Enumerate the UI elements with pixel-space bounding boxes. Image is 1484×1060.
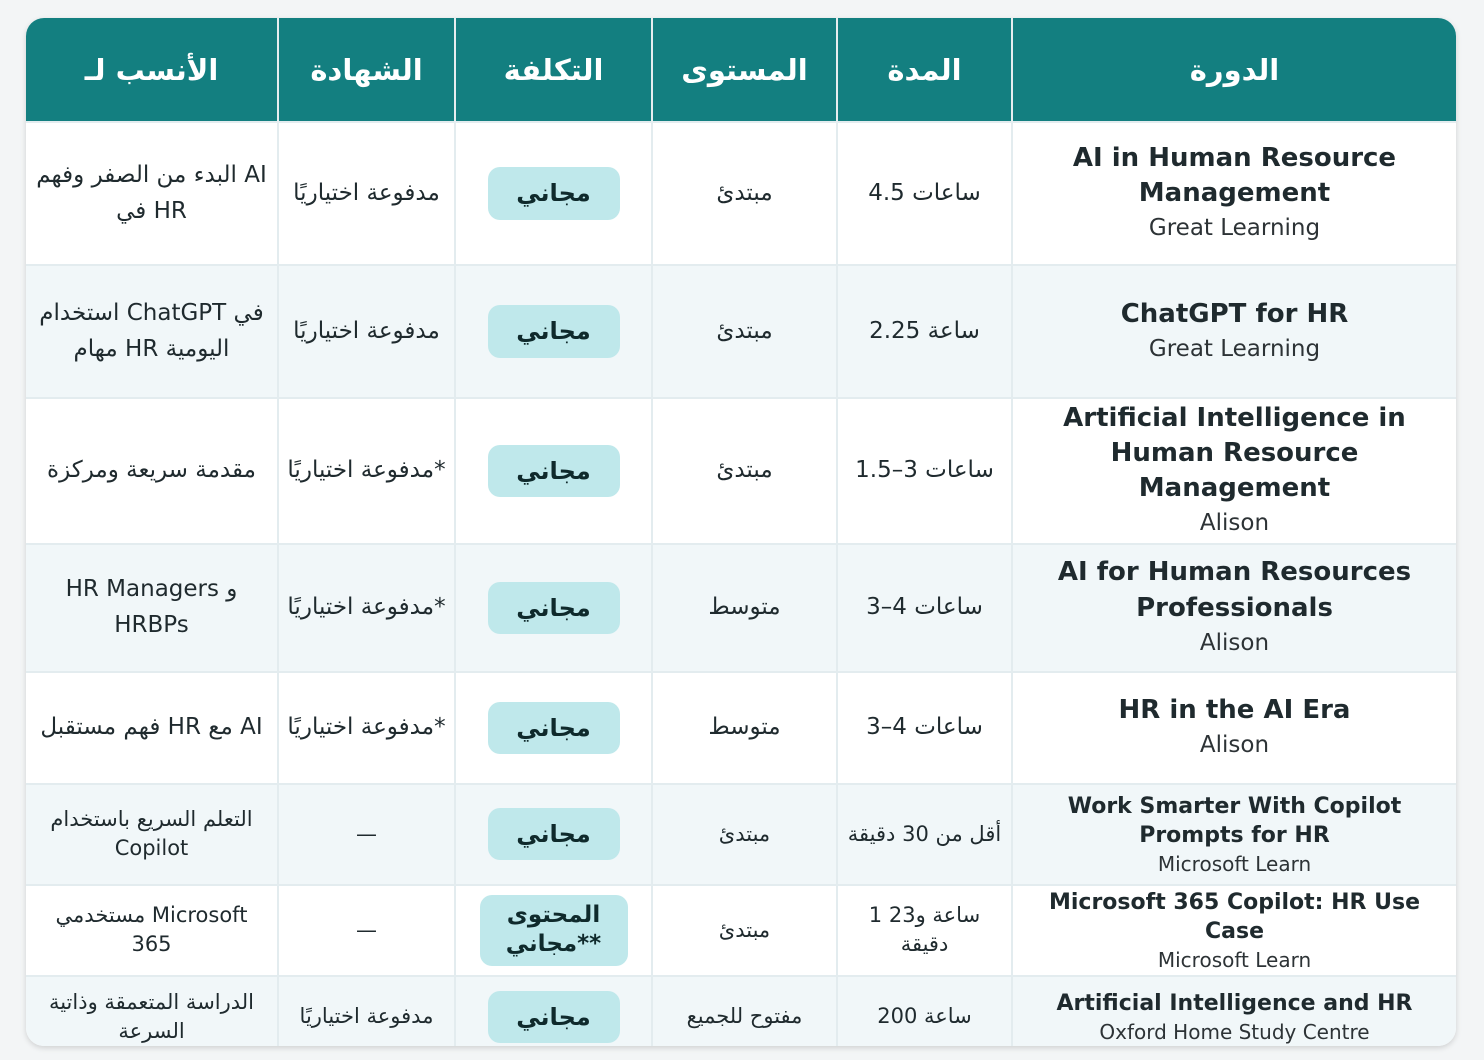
- cell-certificate: —: [278, 784, 455, 885]
- cost-badge: مجاني: [488, 167, 620, 219]
- cell-suitable: الدراسة المتعمقة وذاتية السرعة: [26, 976, 278, 1046]
- cell-certificate: مدفوعة اختياريًا: [278, 976, 455, 1046]
- cell-course: [1012, 265, 1456, 398]
- table-row: [26, 398, 1456, 544]
- cell-duration: 2.25 ساعة: [837, 265, 1012, 398]
- cost-badge: مجاني: [488, 991, 620, 1043]
- cell-course: [1012, 784, 1456, 885]
- cell-course: [1012, 122, 1456, 265]
- cell-certificate: —: [278, 885, 455, 976]
- table-header-row: [26, 18, 1456, 122]
- table-row: [26, 784, 1456, 885]
- course-title: ChatGPT for HR: [1120, 298, 1349, 329]
- cell-suitable: فهم مستقبل HR مع AI: [26, 672, 278, 784]
- cell-duration: 4.5 ساعات: [837, 122, 1012, 265]
- course-title: Artificial Intelligence and HR: [1056, 991, 1413, 1017]
- course-provider: Great Learning: [1148, 335, 1321, 362]
- cell-course: [1012, 398, 1456, 544]
- cost-badge: مجاني: [488, 808, 620, 860]
- cell-cost: [455, 122, 652, 265]
- cell-level: مبتدئ: [652, 398, 837, 544]
- course-provider: Oxford Home Study Centre: [1099, 1020, 1370, 1044]
- course-provider: Great Learning: [1148, 215, 1321, 242]
- cell-course: [1012, 672, 1456, 784]
- cell-level: مبتدئ: [652, 784, 837, 885]
- cell-course: [1012, 885, 1456, 976]
- cost-badge: مجاني: [488, 305, 620, 357]
- table-row: [26, 672, 1456, 784]
- cell-suitable: البدء من الصفر وفهم AI في HR: [26, 122, 278, 265]
- course-provider: Microsoft Learn: [1157, 948, 1312, 973]
- header-duration: المدة: [837, 18, 1012, 122]
- cell-cost: [455, 976, 652, 1046]
- cell-course: [1012, 976, 1456, 1046]
- course-provider: Alison: [1199, 732, 1270, 759]
- cost-badge: مجاني: [488, 445, 620, 497]
- cell-cost: [455, 784, 652, 885]
- cell-certificate: مدفوعة اختياريًا*: [278, 398, 455, 544]
- table-row: [26, 265, 1456, 398]
- header-level: المستوى: [652, 18, 837, 122]
- cost-badge: مجاني: [488, 582, 620, 634]
- course-title: AI in Human Resource Management: [1072, 143, 1397, 209]
- cell-suitable: HR Managers و HRBPs: [26, 544, 278, 672]
- cell-course: [1012, 544, 1456, 672]
- cell-certificate: مدفوعة اختياريًا: [278, 265, 455, 398]
- cell-cost: [455, 265, 652, 398]
- cell-duration: 3–4 ساعات: [837, 672, 1012, 784]
- cell-duration: أقل من 30 دقيقة: [837, 784, 1012, 885]
- cell-level: مبتدئ: [652, 265, 837, 398]
- cell-level: مبتدئ: [652, 122, 837, 265]
- table-row: [26, 544, 1456, 672]
- cell-level: مبتدئ: [652, 885, 837, 976]
- cell-suitable: استخدام ChatGPT في مهام HR اليومية: [26, 265, 278, 398]
- header-cost: التكلفة: [455, 18, 652, 122]
- cell-cost: [455, 398, 652, 544]
- courses-table-card: [26, 18, 1456, 1046]
- course-provider: Microsoft Learn: [1157, 851, 1312, 876]
- table-row: [26, 122, 1456, 265]
- course-provider: Alison: [1199, 629, 1270, 656]
- cell-certificate: مدفوعة اختياريًا: [278, 122, 455, 265]
- cell-certificate: مدفوعة اختياريًا*: [278, 672, 455, 784]
- cell-cost: [455, 885, 652, 976]
- course-title: Work Smarter With Copilot Prompts for HR: [1067, 793, 1402, 849]
- cell-cost: [455, 672, 652, 784]
- course-title: HR in the AI Era: [1118, 694, 1351, 725]
- cost-badge: مجاني: [488, 702, 620, 754]
- table-row: [26, 885, 1456, 976]
- cell-cost: [455, 544, 652, 672]
- cell-suitable: مستخدمي Microsoft 365: [26, 885, 278, 976]
- cell-duration: 1 ساعة و23 دقيقة: [837, 885, 1012, 976]
- cell-duration: 200 ساعة: [837, 976, 1012, 1046]
- cell-level: مفتوح للجميع: [652, 976, 837, 1046]
- table-row: [26, 976, 1456, 1046]
- cell-suitable: مقدمة سريعة ومركزة: [26, 398, 278, 544]
- cell-level: متوسط: [652, 544, 837, 672]
- cell-duration: 1.5–3 ساعات: [837, 398, 1012, 544]
- cell-level: متوسط: [652, 672, 837, 784]
- course-provider: Alison: [1199, 510, 1270, 537]
- course-title: AI for Human Resources Professionals: [1057, 557, 1412, 623]
- cell-suitable: التعلم السريع باستخدام Copilot: [26, 784, 278, 885]
- course-title: Microsoft 365 Copilot: HR Use Case: [1048, 889, 1421, 945]
- cell-certificate: مدفوعة اختياريًا*: [278, 544, 455, 672]
- cell-duration: 3–4 ساعات: [837, 544, 1012, 672]
- header-certificate: الشهادة: [278, 18, 455, 122]
- courses-table: [26, 18, 1456, 1046]
- header-suitable: الأنسب لـ: [26, 18, 278, 122]
- course-title: Artificial Intelligence in Human Resource Management: [1063, 403, 1406, 504]
- cost-badge: المحتوى مجاني**: [480, 895, 628, 967]
- header-course: الدورة: [1012, 18, 1456, 122]
